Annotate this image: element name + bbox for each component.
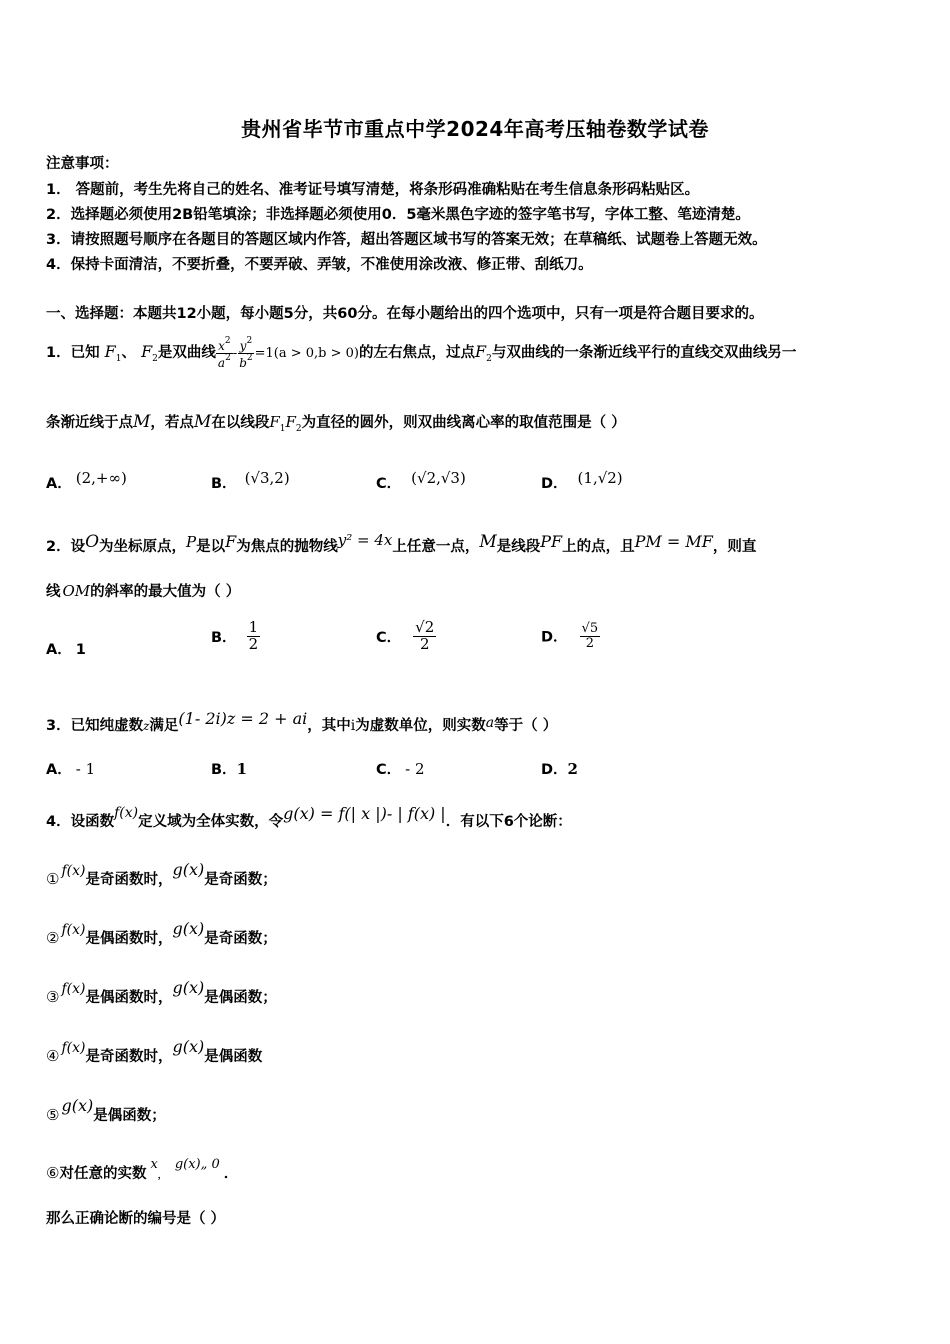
q2-option-d[interactable]: D． $\frac{√5}{2}$ [541, 621, 599, 651]
g-definition: g(x) = f(| x |)- | f(x) | [283, 804, 446, 823]
claim-5: ⑤ g(x)是偶函数； [46, 1096, 166, 1124]
hyperbola-y-term: $\frac{y^2}{b^2}$ [239, 335, 253, 370]
q1-option-d[interactable]: D． (1,√2) [541, 469, 623, 492]
q3-option-d[interactable]: D．2 [541, 760, 578, 778]
q1-option-c[interactable]: C． (√2,√3) [376, 469, 466, 492]
final-question: 那么正确论断的编号是（ ） [46, 1211, 226, 1227]
question-2-line-2: 线 OM的斜率的最大值为（ ） [46, 582, 241, 600]
page-title: 贵州省毕节市重点中学2024年高考压轴卷数学试卷 [241, 117, 709, 141]
q3-option-a[interactable]: A． - 1 [46, 760, 96, 778]
section-heading: 一、选择题：本题共12小题，每小题5分，共60分。在每小题给出的四个选项中，只有一项是符合题目要求的。 [46, 306, 764, 322]
note-item: 1． 答题前，考生先将自己的姓名、准考证号填写清楚，将条形码准确粘贴在考生信息条形码粘贴区。 [46, 182, 700, 198]
claim-6: ⑥对任意的实数x，g(x)„ 0． [46, 1157, 239, 1182]
q1-option-b[interactable]: B． (√3,2) [211, 469, 290, 492]
claim-3: ③ f(x)是偶函数时，g(x)是偶函数； [46, 978, 277, 1006]
question-2-line-1: 2．设O为坐标原点，P是以F为焦点的抛物线y² = 4x上任意一点，M是线段PF上的点，且PM = MF，则直 [46, 531, 757, 555]
question-1-line-1: 1．已知 $F_1$、 $F_2$是双曲线 $\frac{x^2}{a^2}$ - $\frac{y^2}{b^2}$ =1(a > 0,b > 0)的左右焦点，过点$F_2$与双曲线的一条渐近线平行的直线交双曲线另一 [46, 335, 797, 370]
q3-option-b[interactable]: B．1 [211, 760, 247, 778]
f1f2-segment: $F_1F_2$ [269, 413, 302, 434]
hyperbola-x-term: $\frac{x^2}{a^2}$ [217, 335, 231, 370]
q3-option-c[interactable]: C． - 2 [376, 760, 425, 778]
hyperbola-condition: =1(a > 0,b > 0) [254, 346, 359, 361]
note-item: 2．选择题必须使用2B铅笔填涂；非选择题必须使用0．5毫米黑色字迹的签字笔书写，字体工整、笔迹清楚。 [46, 207, 750, 223]
q2-option-a[interactable]: A． 1 [46, 642, 86, 658]
pm-equals-mf: PM = MF [634, 532, 713, 551]
f1-symbol: $F_1$ [104, 342, 122, 364]
question-3: 3．已知纯虚数z满足(1- 2i)z = 2 + ai，其中i为虚数单位，则实数a等于（ ） [46, 709, 558, 734]
f2-symbol: $F_2$ [141, 342, 158, 364]
note-item: 3．请按照题号顺序在各题目的答题区域内作答，超出答题区域书写的答案无效；在草稿纸、试题卷上答题无效。 [46, 232, 767, 248]
complex-equation: (1- 2i)z = 2 + ai [178, 709, 308, 728]
parabola-equation: y² = 4x [337, 531, 393, 549]
question-4: 4．设函数f(x)定义域为全体实数，令g(x) = f(| x |)- | f(x) |．有以下6个论断： [46, 804, 572, 830]
notes-heading: 注意事项： [46, 156, 119, 172]
note-item: 4．保持卡面清洁，不要折叠，不要弄破、弄皱，不准使用涂改液、修正带、刮纸刀。 [46, 257, 593, 273]
claim-1: ① f(x)是奇函数时，g(x)是奇函数； [46, 860, 277, 888]
claim-2: ② f(x)是偶函数时，g(x)是奇函数； [46, 919, 277, 947]
question-1-line-2: 条渐近线于点M，若点M在以线段$F_1F_2$为直径的圆外，则双曲线离心率的取值范围是（ ） [46, 412, 626, 434]
g-nonpositive: g(x)„ 0 [174, 1157, 220, 1172]
claim-4: ④ f(x)是奇函数时，g(x)是偶函数 [46, 1037, 263, 1065]
q2-option-c[interactable]: C． $\frac{√2}{2}$ [376, 618, 435, 653]
q1-option-a[interactable]: A． (2,+∞) [46, 469, 127, 492]
q2-option-b[interactable]: B． $\frac{1}{2}$ [211, 618, 259, 653]
